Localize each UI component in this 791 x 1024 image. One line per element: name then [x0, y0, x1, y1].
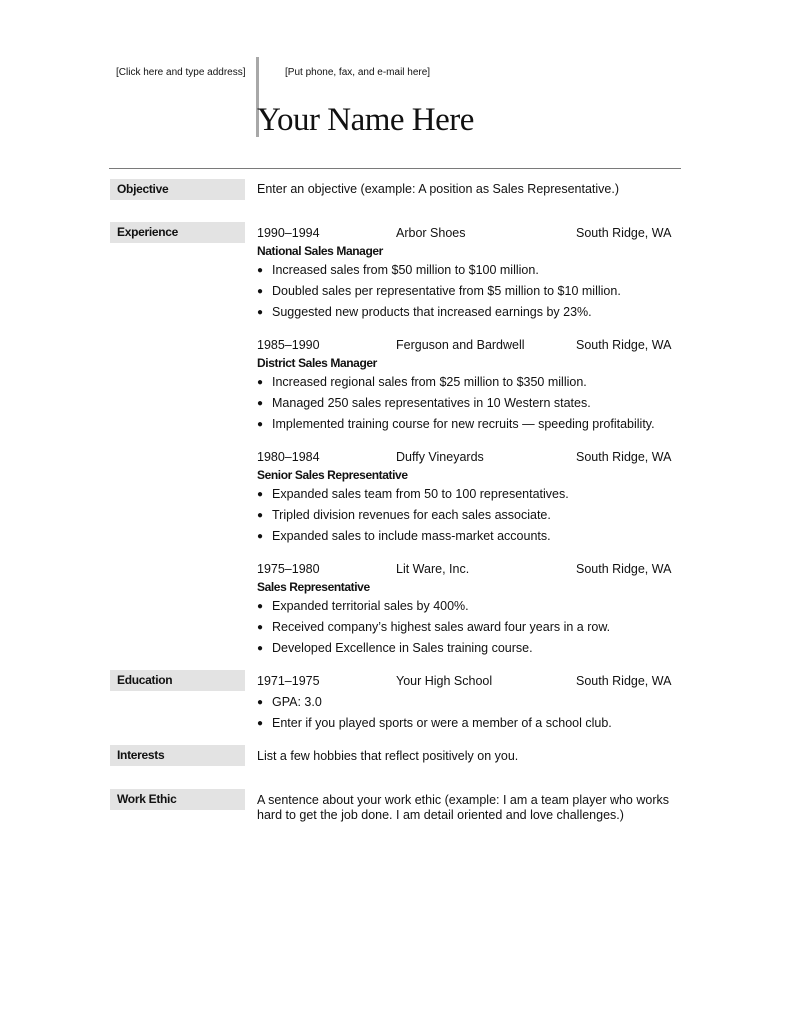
list-item [257, 641, 533, 655]
job-dates[interactable]: 1980–1984 [257, 450, 320, 464]
list-item-text[interactable]: Doubled sales per representative from $5 million to $10 million. [272, 284, 621, 298]
list-item-text[interactable]: Implemented training course for new recruits — speeding profitability. [272, 417, 655, 431]
list-item-text[interactable]: Developed Excellence in Sales training course. [272, 641, 533, 655]
list-item-text[interactable]: Suggested new products that increased earnings by 23%. [272, 305, 592, 319]
bullet-icon: ● [257, 622, 264, 633]
education-school[interactable]: Your High School [396, 674, 493, 688]
job-location[interactable]: South Ridge, WA [576, 450, 672, 464]
list-item-text[interactable]: Expanded territorial sales by 400%. [272, 599, 469, 613]
list-item [257, 599, 469, 613]
section-label-objective: Objective [110, 179, 245, 200]
list-item [257, 695, 322, 709]
work-ethic-text[interactable]: A sentence about your work ethic (example: I am a team player who works hard to get the job done. I am detail oriented and love challenges.) [257, 793, 669, 822]
list-item-text[interactable]: GPA: 3.0 [272, 695, 322, 709]
list-item [257, 305, 592, 319]
list-item [257, 487, 569, 501]
resume-name[interactable]: Your Name Here [257, 102, 474, 138]
bullet-icon: ● [257, 601, 264, 612]
bullet-icon: ● [257, 531, 264, 542]
job-title[interactable]: National Sales Manager [257, 244, 383, 258]
list-item [257, 508, 551, 522]
bullet-icon: ● [257, 265, 264, 276]
bullet-icon: ● [257, 510, 264, 521]
job-company[interactable]: Lit Ware, Inc. [396, 562, 470, 576]
job-location[interactable]: South Ridge, WA [576, 226, 672, 240]
education-location[interactable]: South Ridge, WA [576, 674, 672, 688]
job-dates[interactable]: 1985–1990 [257, 338, 320, 352]
section-label-interests: Interests [110, 745, 245, 766]
bullet-icon: ● [257, 697, 264, 708]
list-item-text[interactable]: Expanded sales team from 50 to 100 representatives. [272, 487, 569, 501]
education-dates[interactable]: 1971–1975 [257, 674, 320, 688]
bullet-icon: ● [257, 419, 264, 430]
interests-text[interactable]: List a few hobbies that reflect positively on you. [257, 749, 519, 763]
list-item-text[interactable]: Received company’s highest sales award four years in a row. [272, 620, 611, 634]
header-rule [109, 168, 681, 169]
list-item [257, 375, 587, 389]
list-item [257, 716, 612, 730]
section-label-experience: Experience [110, 222, 245, 243]
bullet-icon: ● [257, 643, 264, 654]
bullet-icon: ● [257, 377, 264, 388]
bullet-icon: ● [257, 718, 264, 729]
bullet-icon: ● [257, 489, 264, 500]
job-company[interactable]: Arbor Shoes [396, 226, 466, 240]
list-item [257, 263, 539, 277]
job-title[interactable]: District Sales Manager [257, 356, 377, 370]
list-item-text[interactable]: Increased sales from $50 million to $100 million. [272, 263, 539, 277]
section-label-education: Education [110, 670, 245, 691]
job-dates[interactable]: 1990–1994 [257, 226, 320, 240]
contact-field[interactable]: [Put phone, fax, and e-mail here] [285, 67, 431, 78]
bullet-icon: ● [257, 286, 264, 297]
job-dates[interactable]: 1975–1980 [257, 562, 320, 576]
list-item-text[interactable]: Increased regional sales from $25 million to $350 million. [272, 375, 587, 389]
job-location[interactable]: South Ridge, WA [576, 338, 672, 352]
job-company[interactable]: Ferguson and Bardwell [396, 338, 525, 352]
job-title[interactable]: Sales Representative [257, 580, 370, 594]
job-title[interactable]: Senior Sales Representative [257, 468, 408, 482]
list-item [257, 396, 591, 410]
list-item-text[interactable]: Expanded sales to include mass-market accounts. [272, 529, 551, 543]
list-item [257, 529, 551, 543]
list-item-text[interactable]: Enter if you played sports or were a member of a school club. [272, 716, 612, 730]
address-field[interactable]: [Click here and type address] [116, 67, 246, 78]
list-item-text[interactable]: Managed 250 sales representatives in 10 Western states. [272, 396, 591, 410]
list-item-text[interactable]: Tripled division revenues for each sales associate. [272, 508, 551, 522]
section-label-work-ethic: Work Ethic [110, 789, 245, 810]
objective-text[interactable]: Enter an objective (example: A position as Sales Representative.) [257, 182, 620, 196]
job-location[interactable]: South Ridge, WA [576, 562, 672, 576]
job-company[interactable]: Duffy Vineyards [396, 450, 484, 464]
list-item [257, 284, 621, 298]
bullet-icon: ● [257, 398, 264, 409]
list-item [257, 620, 610, 634]
bullet-icon: ● [257, 307, 264, 318]
list-item [257, 417, 655, 431]
